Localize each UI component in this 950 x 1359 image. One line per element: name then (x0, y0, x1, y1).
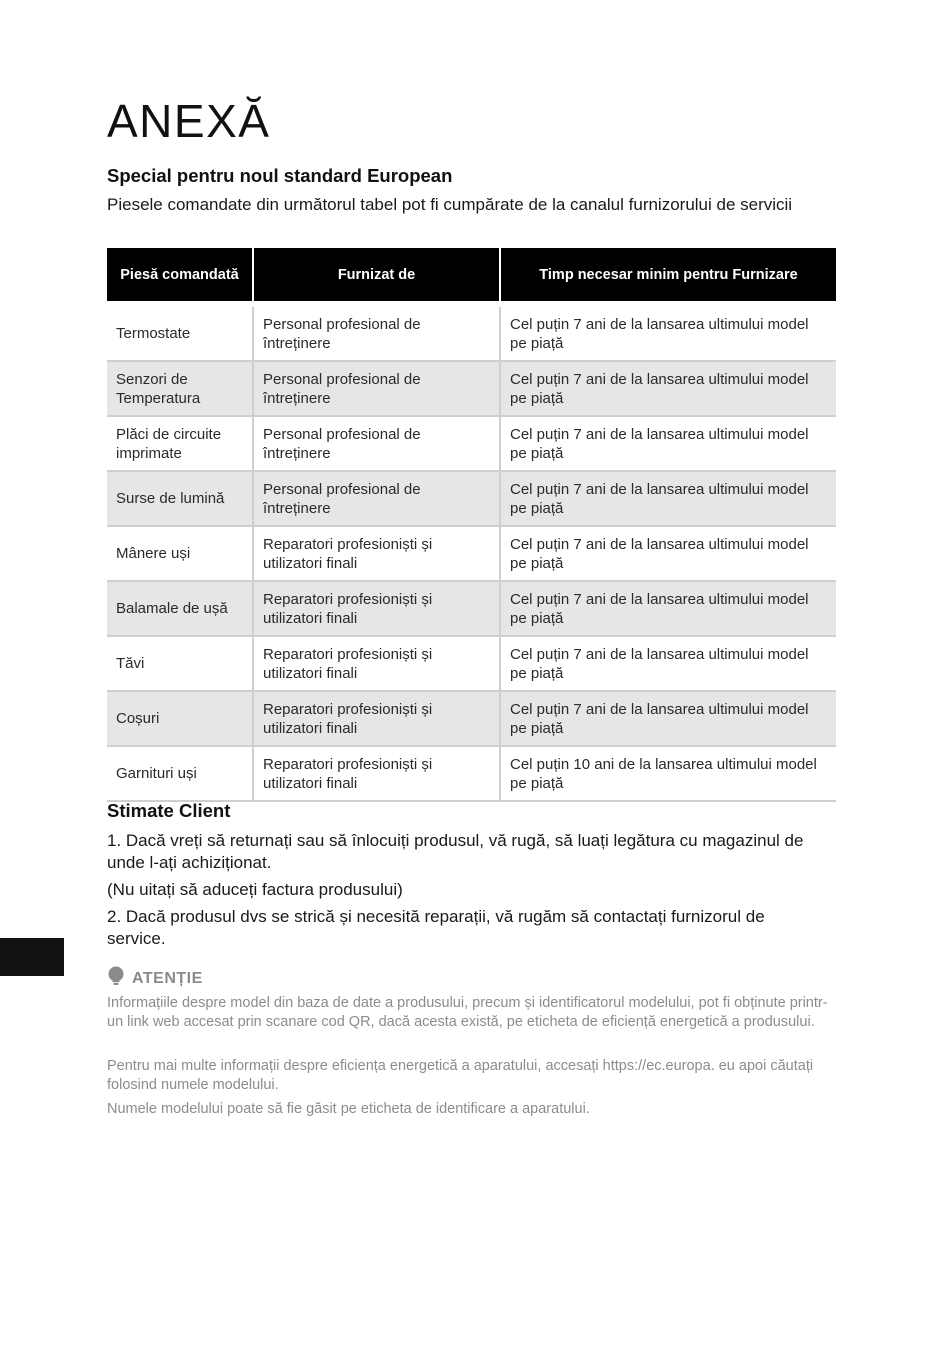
table-cell: Cel puțin 7 ani de la lansarea ultimului model pe piață (500, 691, 836, 746)
header-furnizat: Furnizat de (253, 248, 500, 301)
table-row (107, 416, 836, 471)
table-cell: Cel puțin 7 ani de la lansarea ultimului model pe piață (500, 361, 836, 416)
client-item-2: 2. Dacă produsul dvs se strică și necesită reparații, vă rugăm să contactați furnizorul de service. (107, 907, 765, 948)
table-row (107, 636, 836, 691)
attention-heading (107, 966, 203, 991)
table-cell: Cel puțin 7 ani de la lansarea ultimului model pe piață (500, 581, 836, 636)
table-row (107, 471, 836, 526)
parts-table (107, 248, 836, 802)
header-piesa: Piesă comandată (107, 248, 253, 301)
header-timp: Timp necesar minim pentru Furnizare (500, 248, 836, 301)
table-cell: Cel puțin 7 ani de la lansarea ultimului model pe piață (500, 636, 836, 691)
table-cell: Cel puțin 10 ani de la lansarea ultimului model pe piață (500, 746, 836, 801)
table-cell: Plăci de circuite imprimate (107, 416, 253, 471)
table-row (107, 746, 836, 801)
table-cell: Personal profesional de întreținere (253, 471, 500, 526)
attention-paragraph-2: Pentru mai multe informații despre eficiența energetică a aparatului, accesați https://ec.europa. eu apoi căutați folosind numele modelului. (107, 1058, 814, 1093)
table-row (107, 581, 836, 636)
table-header-row (107, 248, 836, 301)
table-cell: Surse de lumină (107, 471, 253, 526)
intro-text: Piesele comandate din următorul tabel pot fi cumpărate de la canalul furnizorului de servicii (107, 195, 793, 214)
table-cell: Personal profesional de întreținere (253, 361, 500, 416)
table-row (107, 526, 836, 581)
subtitle: Special pentru noul standard European (107, 165, 453, 186)
table-row (107, 361, 836, 416)
lightbulb-icon (107, 966, 125, 991)
side-tab-marker (0, 938, 64, 976)
table-cell: Termostate (116, 325, 191, 342)
table-cell: Coșuri (107, 691, 253, 746)
table-row (107, 691, 836, 746)
table-cell: Reparatori profesioniști și utilizatori finali (253, 746, 500, 801)
table-cell: Garnituri uși (107, 746, 253, 801)
table-cell: Cel puțin 7 ani de la lansarea ultimului model pe piață (500, 526, 836, 581)
table-cell: Cel puțin 7 ani de la lansarea ultimului model pe piață (500, 307, 836, 361)
table-cell: Cel puțin 7 ani de la lansarea ultimului model pe piață (500, 416, 836, 471)
table-cell: Cel puțin 7 ani de la lansarea ultimului model pe piață (500, 471, 836, 526)
table-cell: Balamale de ușă (107, 581, 253, 636)
attention-paragraph-1: Informațiile despre model din baza de date a produsului, precum și identificatorul modelului, pot fi obținute printr-un link web accesat prin scanare cod QR, dacă acesta există, pe eticheta de eficiență energetică a produsului. (107, 995, 828, 1030)
table-cell: Mânere uși (107, 526, 253, 581)
table-cell: Reparatori profesioniști și utilizatori finali (253, 526, 500, 581)
attention-paragraph-3: Numele modelului poate să fie găsit pe eticheta de identificare a aparatului. (107, 1101, 590, 1117)
table-cell: Reparatori profesioniști și utilizatori finali (253, 581, 500, 636)
table-cell: Reparatori profesioniști și utilizatori finali (253, 636, 500, 691)
attention-label: ATENȚIE (132, 969, 203, 987)
table-cell: Reparatori profesioniști și utilizatori finali (253, 691, 500, 746)
client-note: (Nu uitați să aduceți factura produsului) (107, 880, 403, 899)
table-cell: Personal profesional de întreținere (253, 416, 500, 471)
table-cell: Tăvi (107, 636, 253, 691)
client-section-title: Stimate Client (107, 800, 231, 821)
table-cell: Senzori de Temperatura (107, 361, 253, 416)
client-item-1: 1. Dacă vreți să returnați sau să înlocuiți produsul, vă rugă, să luați legătura cu magazinul de unde l-ați achiziționat. (107, 831, 804, 872)
table-row (107, 307, 836, 361)
page-title: ANEXĂ (107, 95, 271, 147)
table-cell: Personal profesional de întreținere (253, 307, 500, 361)
